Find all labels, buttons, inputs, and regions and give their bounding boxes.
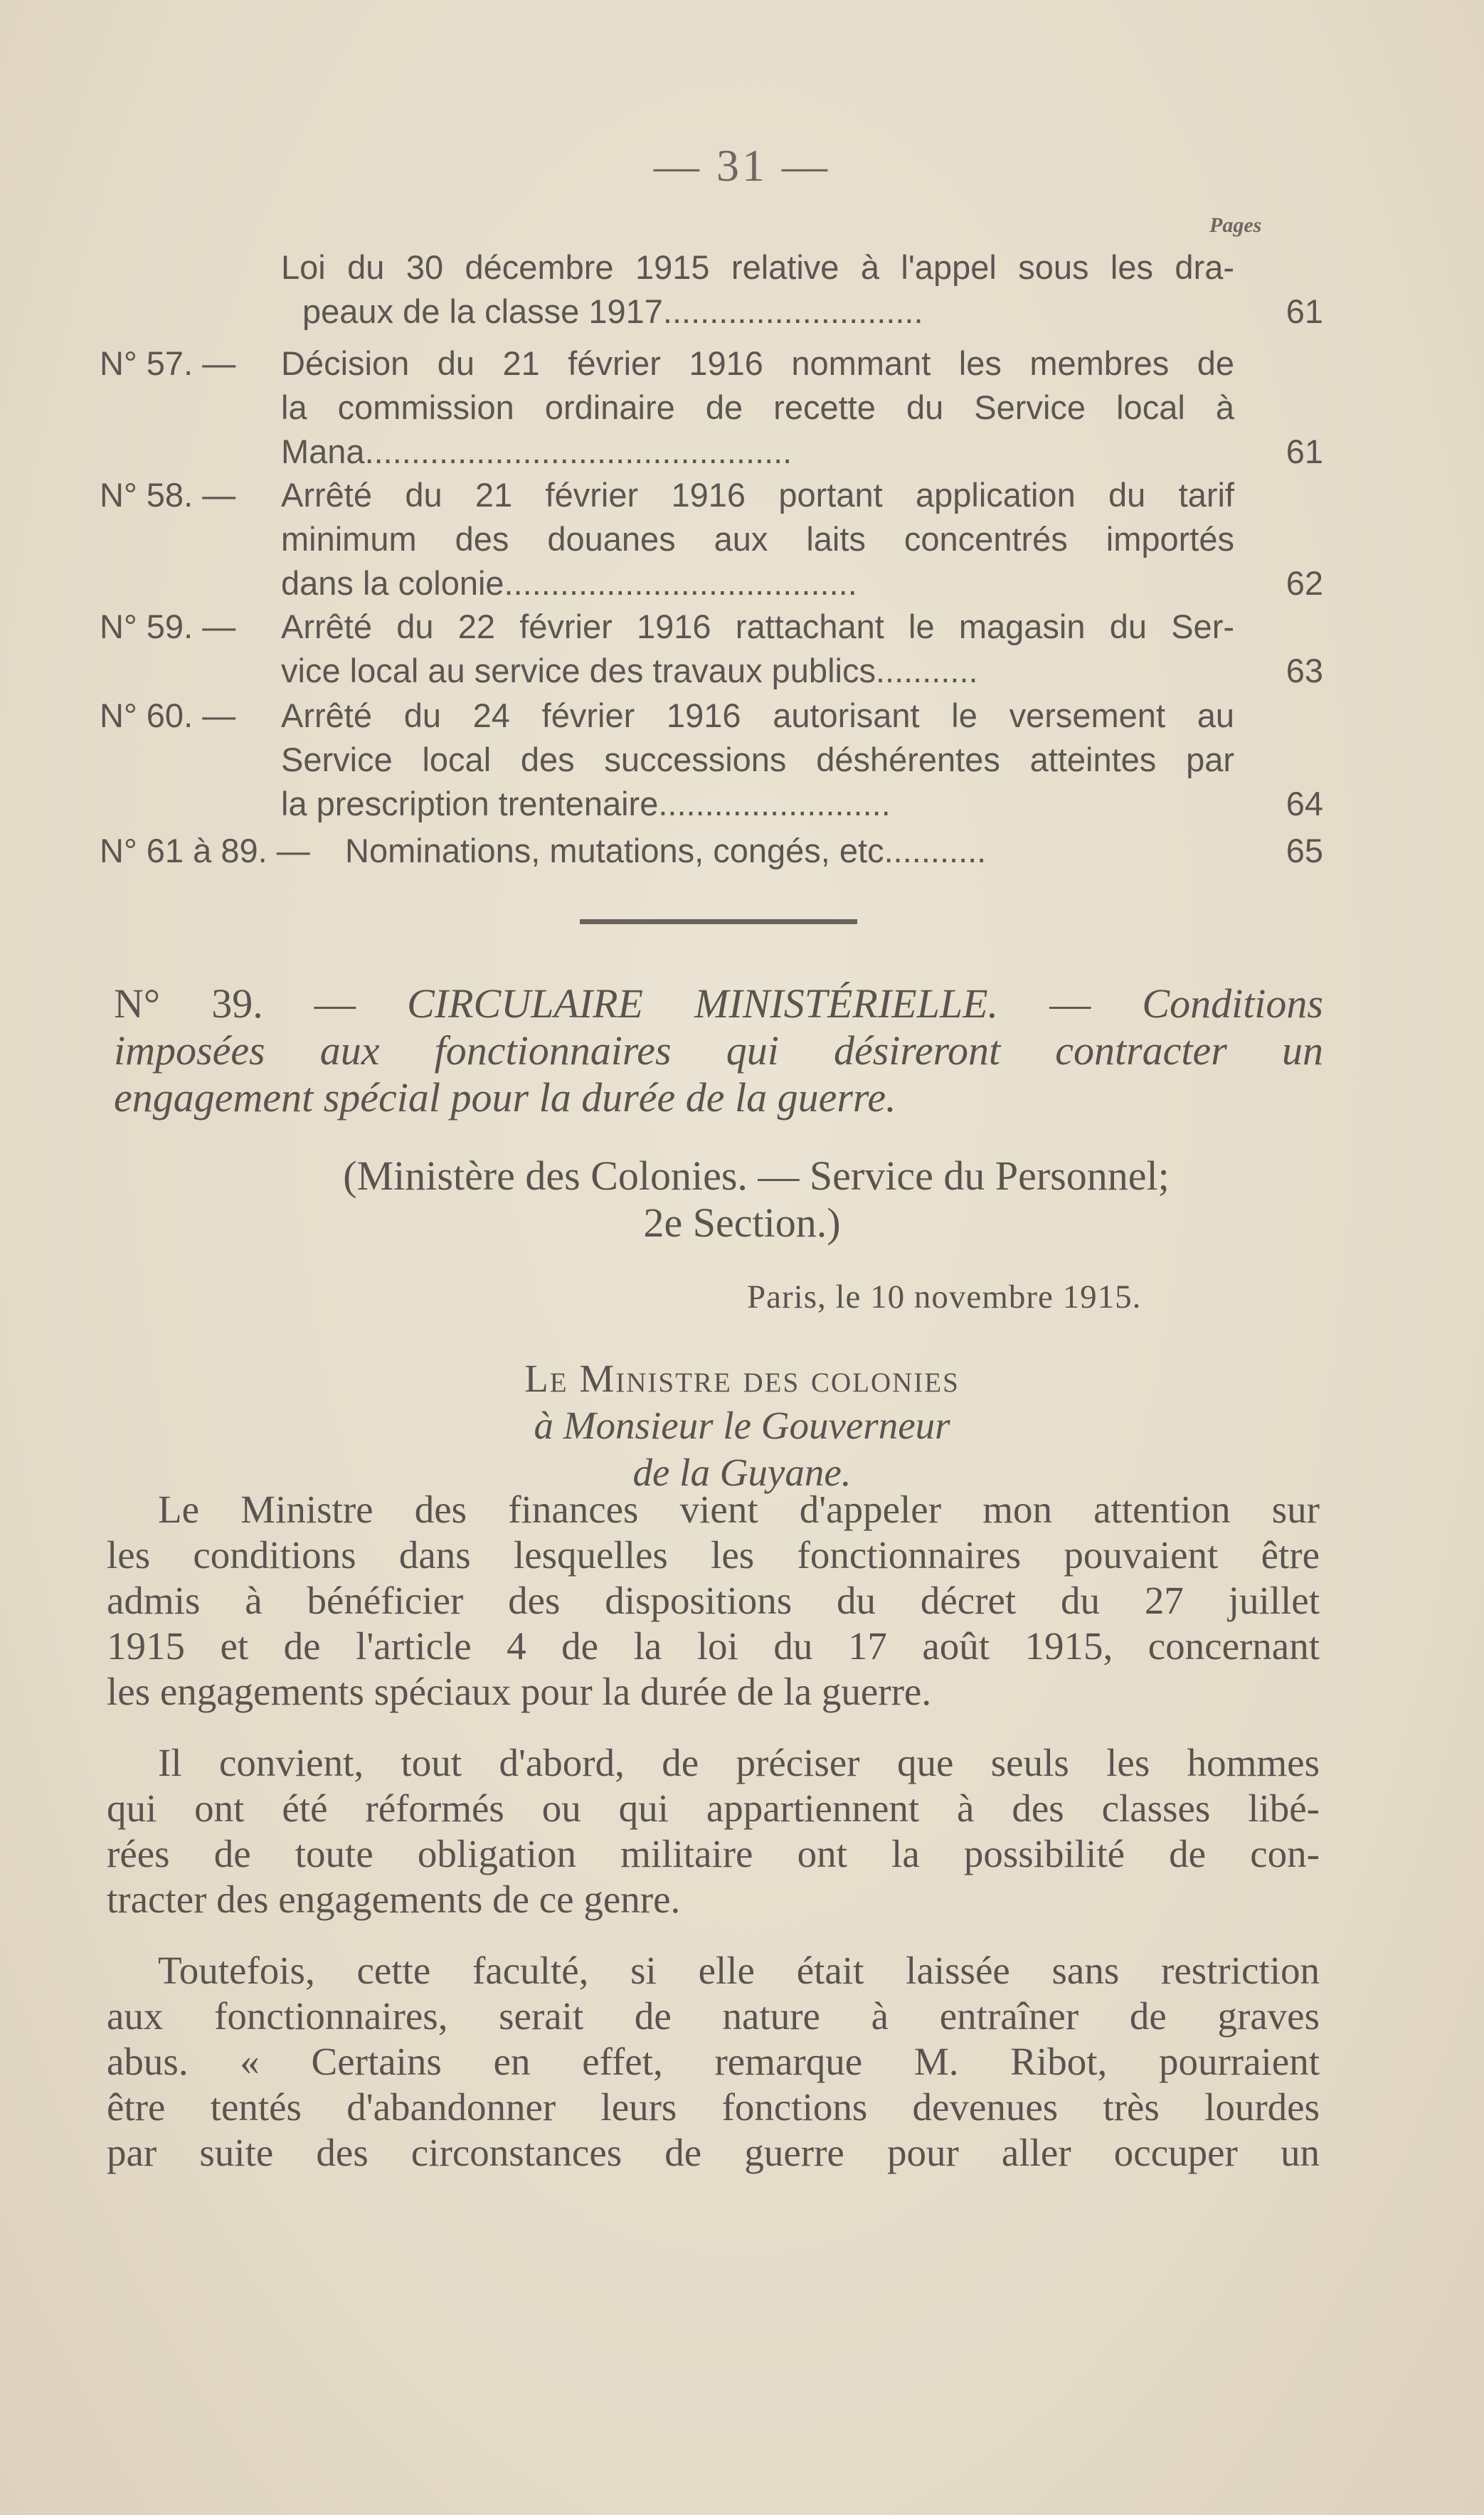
paragraph-line: qui ont été réformés ou qui appartiennent à des classes libé- bbox=[107, 1786, 1320, 1830]
paragraph-line: abus. « Certains en effet, remarque M. Ribot, pourraient bbox=[107, 2040, 1320, 2083]
toc-entry-line: peaux de la classe 1917............................ bbox=[302, 292, 923, 330]
paragraph bbox=[107, 1487, 1320, 1715]
toc-entry-number: N° 59. — bbox=[100, 608, 236, 645]
toc-entry-line: la commission ordinaire de recette du Service local à bbox=[281, 388, 1234, 426]
toc-entry-number: N° 61 à 89. — bbox=[100, 832, 310, 869]
toc-entry-line: Arrêté du 22 février 1916 rattachant le magasin du Ser- bbox=[281, 608, 1234, 645]
paragraph bbox=[107, 1740, 1320, 1922]
paragraph-line: Le Ministre des finances vient d'appeler mon attention sur bbox=[158, 1488, 1320, 1531]
ministry-line: 2e Section.) bbox=[643, 1200, 841, 1246]
page-number: — 31 — bbox=[654, 140, 830, 191]
circular-number: N° 39. — bbox=[114, 980, 356, 1027]
paragraph-line: admis à bénéficier des dispositions du décret du 27 juillet bbox=[107, 1579, 1320, 1622]
circular-heading bbox=[114, 980, 1323, 1121]
paragraph-line: rées de toute obligation militaire ont la possibilité de con- bbox=[107, 1832, 1320, 1875]
toc-entry-line: Mana.............................................. bbox=[281, 433, 793, 470]
toc-entry-line: vice local au service des travaux publics........... bbox=[281, 652, 978, 689]
paragraph-line: être tentés d'abandonner leurs fonctions devenues très lourdes bbox=[107, 2085, 1320, 2129]
paragraph-line: tracter des engagements de ce genre. bbox=[107, 1878, 681, 1921]
paragraph-line: Toutefois, cette faculté, si elle était laissée sans restriction bbox=[158, 1949, 1320, 1992]
paragraph-line: les conditions dans lesquelles les fonctionnaires pouvaient être bbox=[107, 1533, 1320, 1577]
toc-page-number: 62 bbox=[1286, 564, 1323, 602]
paragraph-line: Il convient, tout d'abord, de préciser que seuls les hommes bbox=[158, 1741, 1320, 1784]
sender: Le Ministre des colonies bbox=[524, 1357, 960, 1400]
toc-entry-line: la prescription trentenaire......................... bbox=[281, 785, 891, 822]
toc-entry-line: Décision du 21 février 1916 nommant les membres de bbox=[281, 344, 1234, 382]
paragraph-line: par suite des circonstances de guerre pour aller occuper un bbox=[107, 2131, 1320, 2174]
toc-entry-number: N° 57. — bbox=[100, 344, 236, 382]
circular-dash: — bbox=[1049, 980, 1091, 1027]
letter-date: Paris, le 10 novembre 1915. bbox=[747, 1278, 1142, 1315]
toc-entry-line: Arrêté du 24 février 1916 autorisant le versement au bbox=[281, 697, 1234, 734]
recipient: de la Guyane. bbox=[632, 1451, 852, 1494]
ministry-line: (Ministère des Colonies. — Service du Personnel; bbox=[343, 1153, 1170, 1199]
toc-entry-line: Arrêté du 21 février 1916 portant application du tarif bbox=[281, 476, 1234, 514]
recipient: à Monsieur le Gouverneur bbox=[534, 1404, 950, 1447]
section-divider bbox=[580, 919, 857, 924]
toc-entry-line: dans la colonie...................................... bbox=[281, 564, 857, 602]
addressee bbox=[0, 1355, 1484, 1496]
paragraph-line: les engagements spéciaux pour la durée de la guerre. bbox=[107, 1670, 932, 1713]
circular-title: CIRCULAIRE MINISTÉRIELLE. bbox=[407, 980, 999, 1027]
circular-subject: imposées aux fonctionnaires qui désireront contracter un bbox=[114, 1027, 1323, 1074]
toc-page-number: 61 bbox=[1286, 433, 1323, 470]
paragraph-line: aux fonctionnaires, serait de nature à entraîner de graves bbox=[107, 1994, 1320, 2038]
toc-page-number: 65 bbox=[1286, 832, 1323, 869]
toc-entry-line: Service local des successions déshérentes atteintes par bbox=[281, 741, 1234, 778]
circular-subject: engagement spécial pour la durée de la guerre. bbox=[114, 1074, 896, 1121]
pages-column-label: Pages bbox=[1209, 213, 1262, 237]
toc-entry-line: Loi du 30 décembre 1915 relative à l'appel sous les dra- bbox=[281, 248, 1234, 286]
toc-page-number: 64 bbox=[1286, 785, 1323, 822]
toc-entry-number: N° 58. — bbox=[100, 476, 236, 514]
toc-entry-line: minimum des douanes aux laits concentrés importés bbox=[281, 520, 1234, 558]
toc-page-number: 63 bbox=[1286, 652, 1323, 689]
toc-page-number: 61 bbox=[1286, 292, 1323, 330]
toc-entry-line: Nominations, mutations, congés, etc........... bbox=[345, 832, 987, 869]
paragraph bbox=[107, 1948, 1320, 2176]
circular-subject: Conditions bbox=[1142, 980, 1323, 1027]
ministry-source bbox=[0, 1153, 1484, 1246]
toc-entry-number: N° 60. — bbox=[100, 697, 236, 734]
letter-body bbox=[107, 1487, 1320, 2201]
paragraph-line: 1915 et de l'article 4 de la loi du 17 août 1915, concernant bbox=[107, 1624, 1320, 1668]
